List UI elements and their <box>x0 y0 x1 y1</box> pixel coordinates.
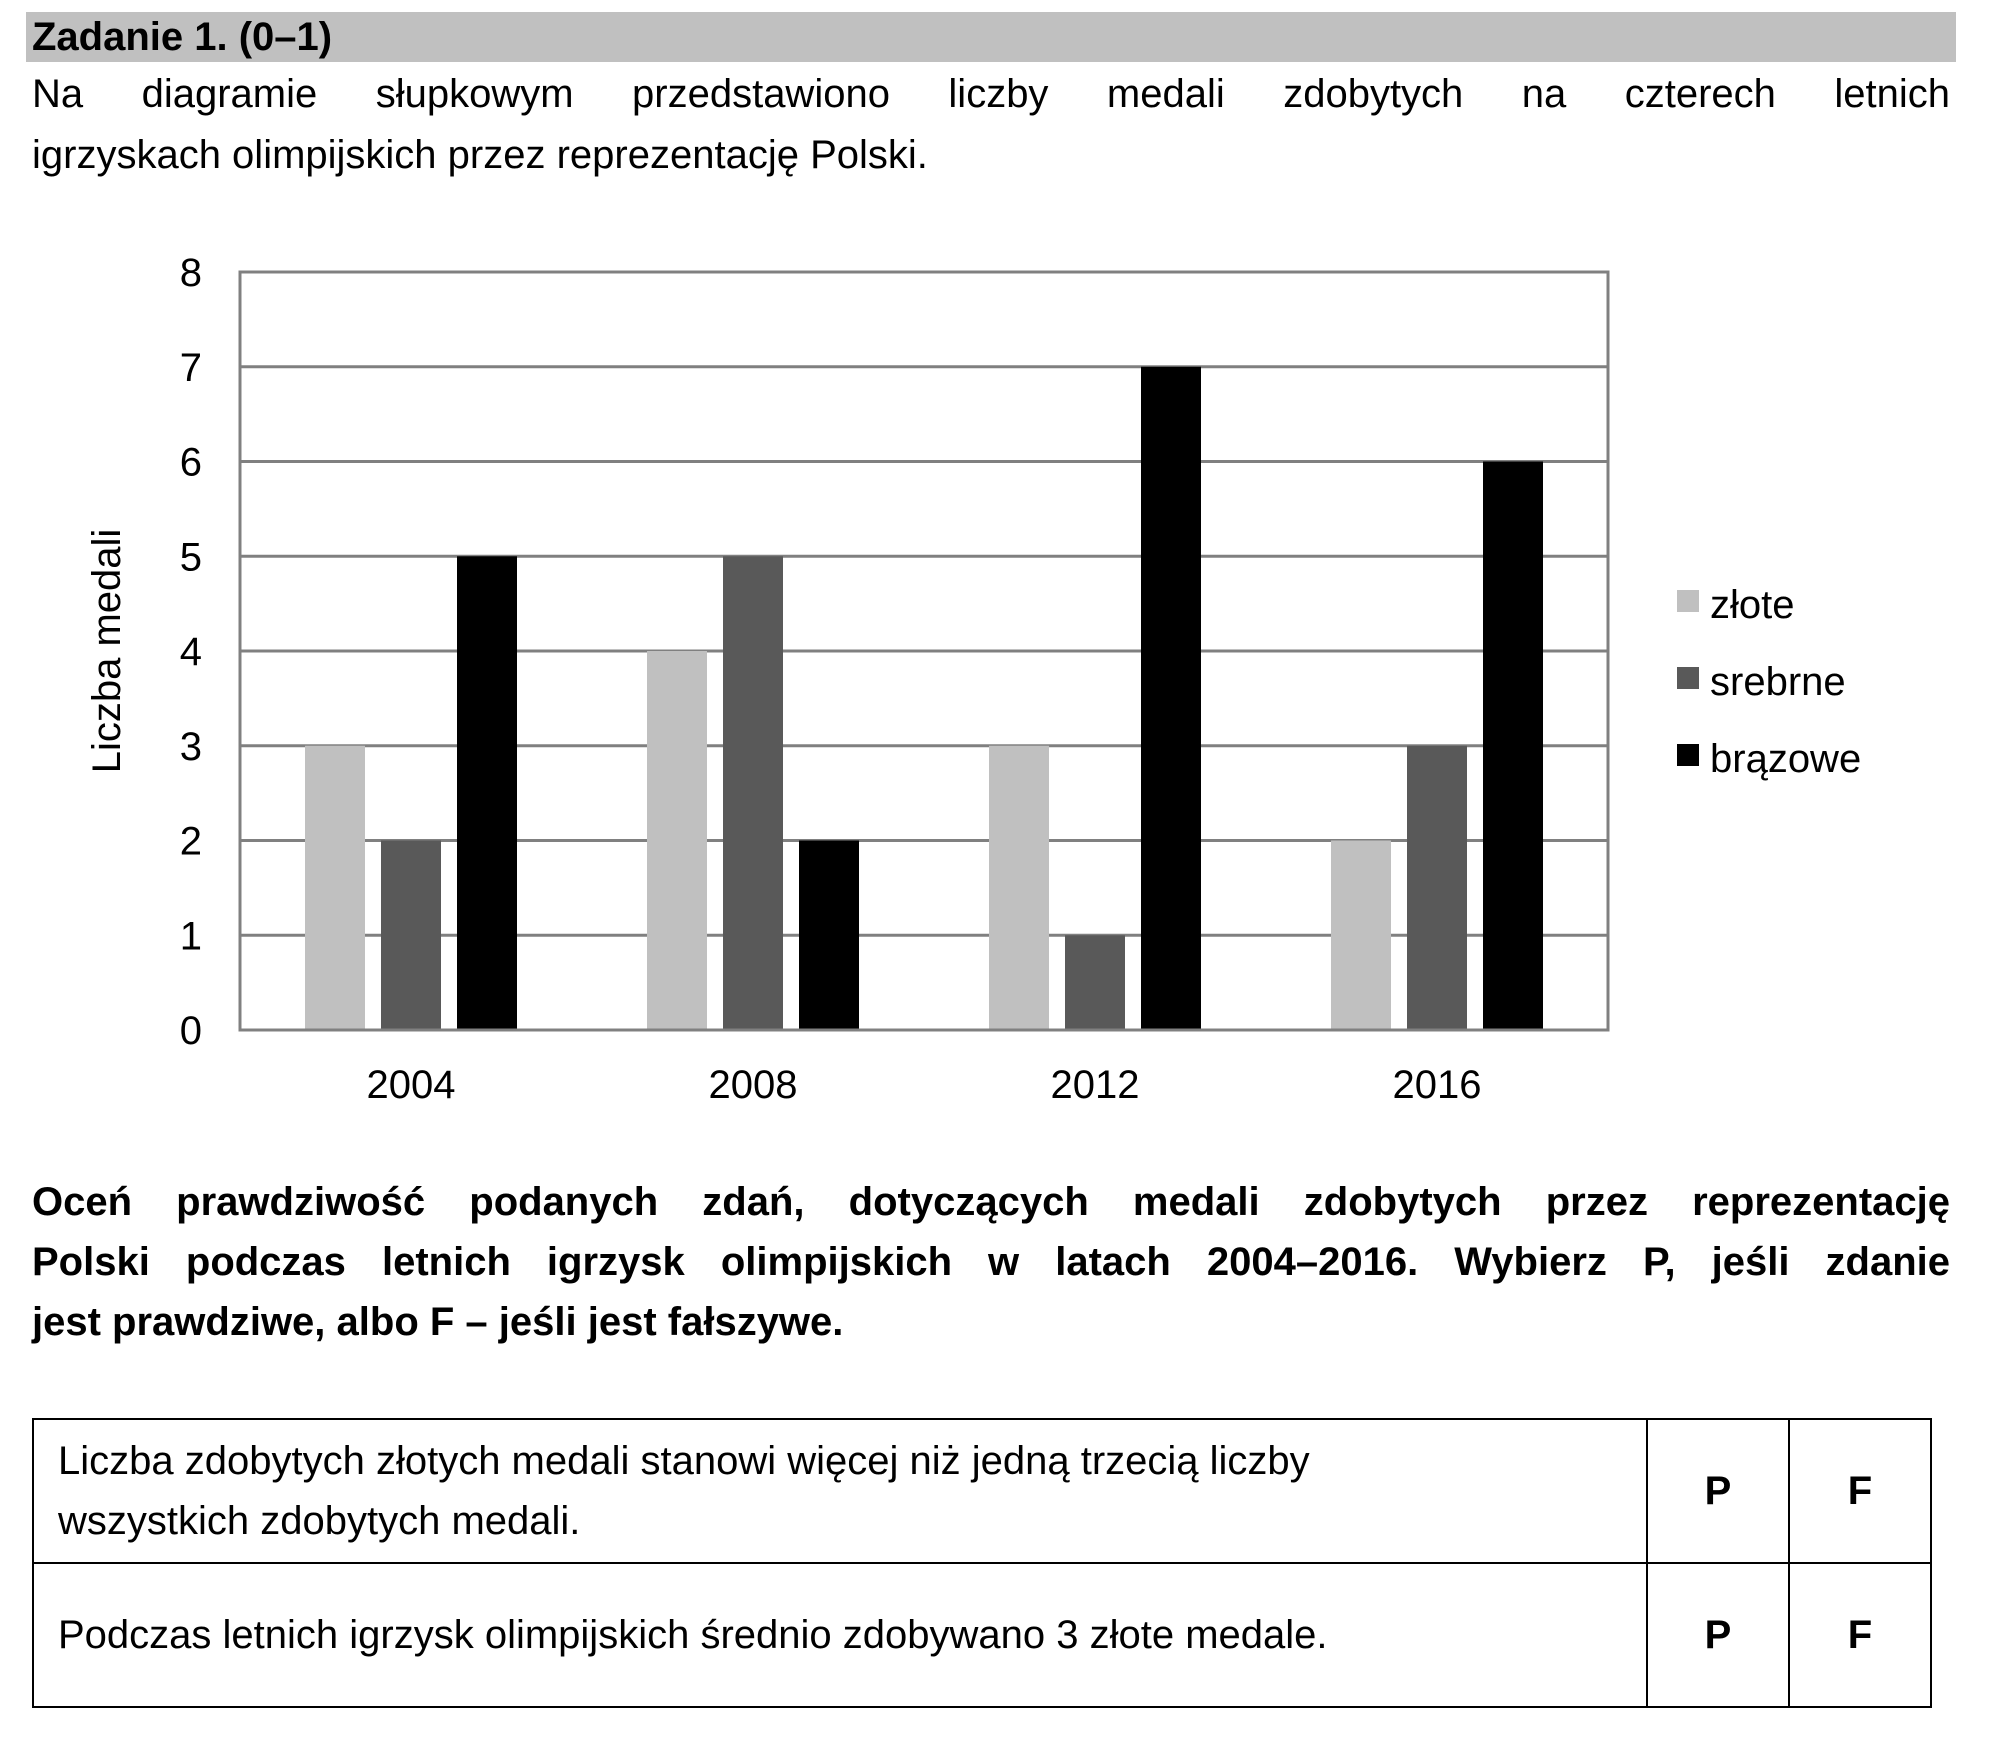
y-tick-label: 7 <box>179 345 202 390</box>
bar-srebrne-2004 <box>381 841 441 1031</box>
y-tick-label: 0 <box>179 1009 202 1053</box>
bar-srebrne-2012 <box>1065 935 1125 1030</box>
legend-label-brązowe: brązowe <box>1710 737 1862 781</box>
bar-brązowe-2008 <box>799 841 859 1031</box>
y-axis-label: Liczba medali <box>85 528 129 774</box>
x-tick-label: 2008 <box>708 1063 798 1107</box>
medal-bar-chart <box>80 230 1920 1130</box>
statement-1-option-f[interactable]: F <box>1789 1419 1931 1563</box>
question-line-2: Polski podczas letnich igrzysk olimpijskich w latach 2004–2016. Wybierz P, jeśli zdanie <box>32 1240 1950 1284</box>
table-row <box>33 1419 1931 1563</box>
bar-złote-2008 <box>647 651 707 1030</box>
bar-złote-2012 <box>989 746 1049 1030</box>
x-tick-label: 2012 <box>1050 1063 1140 1107</box>
bar-srebrne-2016 <box>1407 746 1467 1030</box>
y-tick-label: 6 <box>179 440 202 485</box>
legend-swatch-srebrne <box>1677 667 1699 689</box>
intro-line-1: Na diagramie słupkowym przedstawiono liczby medali zdobytych na czterech letnich <box>32 72 1950 116</box>
bar-srebrne-2008 <box>723 556 783 1030</box>
statement-1 <box>33 1419 1647 1563</box>
task-title: Zadanie 1. (0–1) <box>32 15 333 59</box>
question-text <box>32 1172 1950 1352</box>
x-tick-label: 2016 <box>1392 1063 1482 1107</box>
question-line-3: jest prawdziwe, albo F – jeśli jest fałszywe. <box>32 1300 844 1344</box>
statement-1-line-1: Liczba zdobytych złotych medali stanowi więcej niż jedną trzecią liczby <box>58 1439 1310 1483</box>
legend-label-złote: złote <box>1710 583 1795 627</box>
intro-line-2: igrzyskach olimpijskich przez reprezentację Polski. <box>32 133 928 177</box>
legend-label-srebrne: srebrne <box>1710 660 1846 704</box>
bar-złote-2016 <box>1331 841 1391 1031</box>
bar-brązowe-2004 <box>457 556 517 1030</box>
bar-brązowe-2016 <box>1483 462 1543 1031</box>
bar-brązowe-2012 <box>1141 367 1201 1030</box>
statement-2-option-p[interactable]: P <box>1647 1563 1789 1707</box>
table-row <box>33 1563 1931 1707</box>
statement-2 <box>33 1563 1647 1707</box>
intro-text <box>32 64 1950 186</box>
y-tick-label: 2 <box>179 819 202 864</box>
y-tick-label: 4 <box>179 630 202 674</box>
question-line-1: Oceń prawdziwość podanych zdań, dotyczących medali zdobytych przez reprezentację <box>32 1180 1950 1224</box>
y-tick-label: 3 <box>179 724 202 769</box>
statement-1-option-p[interactable]: P <box>1647 1419 1789 1563</box>
bar-złote-2004 <box>305 746 365 1030</box>
x-tick-label: 2004 <box>366 1063 456 1107</box>
legend-swatch-złote <box>1677 590 1699 612</box>
y-tick-label: 5 <box>179 535 202 580</box>
true-false-table <box>32 1418 1932 1708</box>
statement-1-line-2: wszystkich zdobytych medali. <box>58 1499 581 1543</box>
statement-2-option-f[interactable]: F <box>1789 1563 1931 1707</box>
statement-2-line-1: Podczas letnich igrzysk olimpijskich średnio zdobywano 3 złote medale. <box>58 1613 1328 1657</box>
y-tick-label: 1 <box>179 914 202 959</box>
legend-swatch-brązowe <box>1677 744 1699 766</box>
y-tick-label: 8 <box>179 251 202 295</box>
